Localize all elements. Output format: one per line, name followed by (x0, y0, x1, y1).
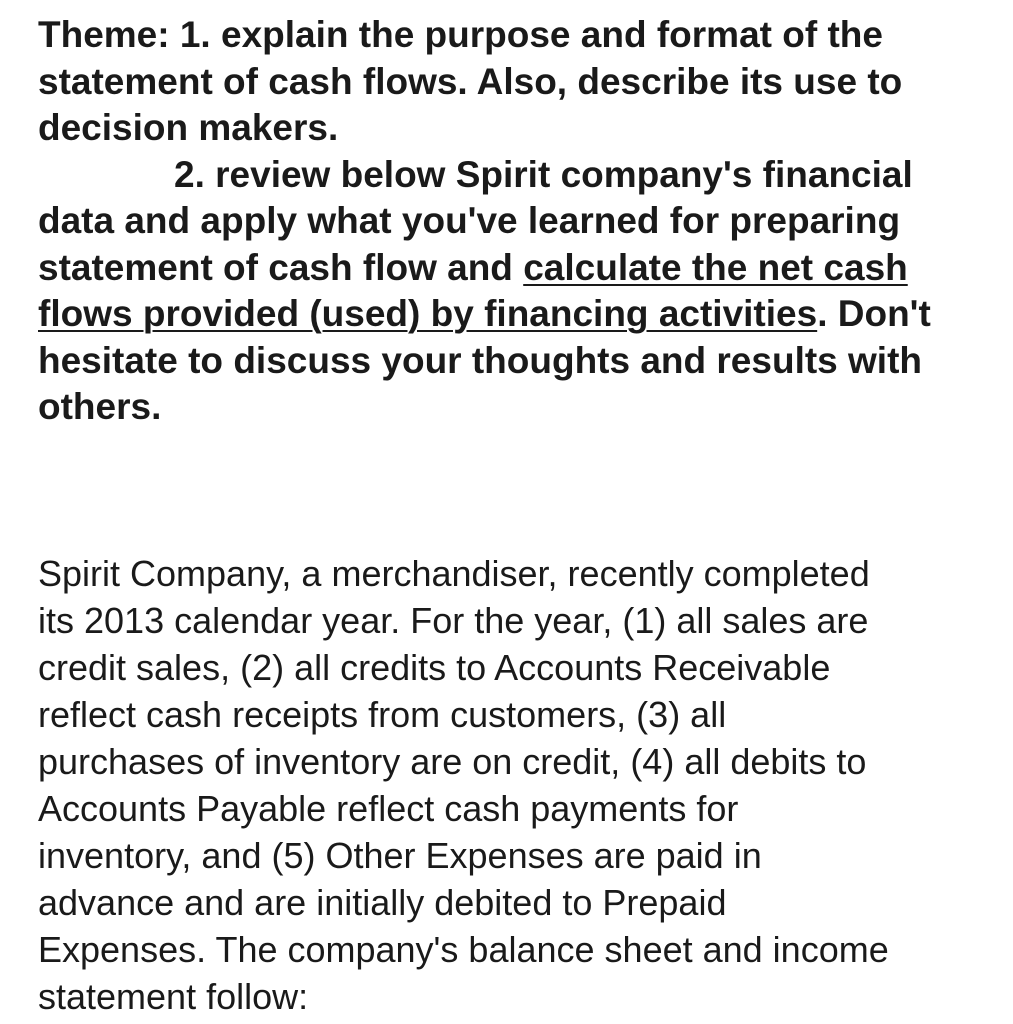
problem-line-5: purchases of inventory are on credit, (4) all debits to (38, 741, 867, 782)
theme-line-7 (38, 291, 978, 338)
problem-line-10: statement follow: (38, 976, 309, 1017)
theme-line-7-plain: . Don't (817, 293, 931, 334)
problem-line-4: reflect cash receipts from customers, (3) all (38, 694, 727, 735)
problem-line-9: Expenses. The company's balance sheet and income (38, 929, 889, 970)
underlined-task-part-2: flows provided (used) by financing activities (38, 293, 818, 334)
theme-line-6-plain: statement of cash flow and (38, 246, 524, 288)
document-page (38, 12, 978, 1017)
problem-paragraph (38, 550, 889, 1020)
theme-line-5: data and apply what you've learned for preparing (38, 200, 901, 241)
problem-line-2: its 2013 calendar year. For the year, (1) all sales are (38, 600, 869, 641)
problem-line-8: advance and are initially debited to Prepaid (38, 882, 727, 923)
problem-line-6: Accounts Payable reflect cash payments for (38, 788, 739, 829)
theme-line-1: Theme: 1. explain the purpose and format of the (38, 14, 883, 55)
problem-line-7: inventory, and (5) Other Expenses are paid in (38, 835, 762, 876)
theme-line-2: statement of cash flows. Also, describe its use to (38, 60, 903, 102)
problem-line-1: Spirit Company, a merchandiser, recently completed (38, 553, 870, 594)
theme-line-3: decision makers. (38, 107, 339, 148)
problem-line-3: credit sales, (2) all credits to Accounts Receivable (38, 647, 831, 688)
theme-paragraph (38, 12, 978, 431)
theme-line-6 (38, 245, 978, 292)
theme-line-4: 2. review below Spirit company's financial (174, 153, 913, 195)
theme-line-9: others. (38, 386, 162, 427)
theme-line-8: hesitate to discuss your thoughts and results with (38, 339, 923, 381)
underlined-task-part-1: calculate the net cash (523, 246, 908, 288)
